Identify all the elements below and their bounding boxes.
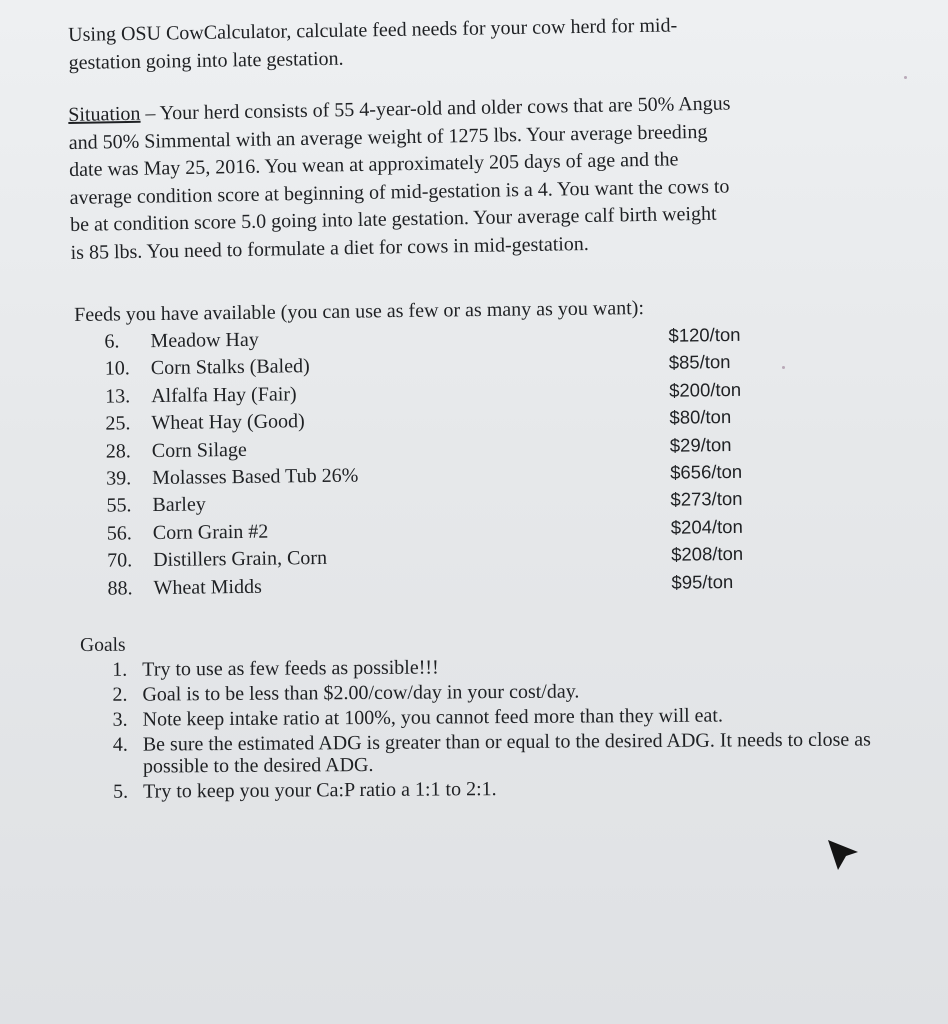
goal-number: 1.	[112, 658, 128, 681]
goal-item	[80, 653, 880, 681]
goal-item	[81, 728, 883, 778]
goal-text: Goal is to be less than $2.00/cow/day in your cost/day.	[142, 680, 580, 706]
intro-line-2: gestation going into late gestation.	[68, 47, 344, 74]
paper-speck	[904, 76, 907, 79]
goal-item	[81, 775, 881, 803]
feed-name: Wheat Midds	[153, 575, 262, 599]
goal-number: 5.	[113, 780, 129, 803]
feed-price: $95/ton	[671, 570, 734, 593]
feed-name: Molasses Based Tub 26%	[152, 464, 359, 490]
situation-line-5: be at condition score 5.0 going into late gestation. Your average calf birth weight	[69, 202, 717, 236]
arrow-cursor-icon	[820, 836, 860, 872]
feed-list	[74, 320, 797, 603]
situation-line-2: and 50% Simmental with an average weight of 1275 lbs. Your average breeding	[68, 120, 708, 154]
goal-number: 3.	[112, 708, 128, 731]
feed-price: $273/ton	[670, 488, 743, 511]
feed-number: 25.	[105, 412, 131, 435]
goal-item	[80, 678, 880, 706]
goal-number: 4.	[112, 733, 128, 756]
feed-number: 39.	[106, 467, 132, 490]
intro-paragraph	[68, 9, 889, 77]
feed-price: $656/ton	[669, 460, 743, 483]
goal-text: Try to use as few feeds as possible!!!	[142, 656, 439, 681]
feed-name: Corn Grain #2	[152, 520, 269, 544]
goals-section	[80, 626, 881, 806]
feed-number: 6.	[104, 330, 120, 353]
feed-name: Corn Stalks (Baled)	[150, 355, 310, 380]
goal-number: 2.	[112, 683, 128, 706]
feed-name: Meadow Hay	[150, 328, 259, 353]
goals-title: Goals	[80, 634, 126, 656]
feed-name: Distillers Grain, Corn	[153, 547, 328, 572]
situation-line-1-text: – Your herd consists of 55 4-year-old and older cows that are 50% Angus	[140, 92, 731, 125]
feed-name: Wheat Hay (Good)	[151, 410, 305, 435]
feed-price: $200/ton	[668, 378, 742, 401]
situation-line-4: average condition score at beginning of mid-gestation is a 4. You want the cows to	[69, 174, 730, 209]
feed-number: 28.	[105, 439, 131, 463]
feed-name: Alfalfa Hay (Fair)	[151, 383, 297, 407]
feed-price: $80/ton	[669, 406, 732, 428]
feed-number: 13.	[105, 385, 131, 408]
feed-number: 10.	[104, 357, 130, 381]
paper-speck	[782, 366, 785, 369]
feeds-header: Feeds you have available (you can use as few or as many as you want):	[74, 297, 645, 326]
feed-name: Corn Silage	[151, 438, 247, 462]
feed-number: 56.	[106, 522, 132, 545]
feed-price: $29/ton	[669, 433, 732, 456]
goal-text: Note keep intake ratio at 100%, you cannot feed more than they will eat.	[142, 704, 724, 731]
feed-price: $208/ton	[670, 542, 744, 565]
situation-label: Situation	[68, 102, 141, 126]
goal-item	[81, 703, 881, 731]
feed-number: 55.	[106, 494, 132, 517]
situation-line-3: date was May 25, 2016. You wean at approximately 205 days of age and the	[68, 148, 679, 181]
situation-line-6: is 85 lbs. You need to formulate a diet for cows in mid-gestation.	[70, 232, 590, 264]
intro-line-1: Using OSU CowCalculator, calculate feed needs for your cow herd for mid-	[68, 14, 678, 46]
feeds-section	[74, 293, 798, 603]
feed-price: $85/ton	[668, 351, 731, 374]
goal-text: Try to keep you your Ca:P ratio a 1:1 to 2:1.	[143, 778, 497, 803]
feed-number: 88.	[107, 576, 133, 600]
feed-name: Barley	[152, 493, 206, 517]
goal-text: Be sure the estimated ADG is greater than or equal to the desired ADG. It needs to close as possible to the desired ADG.	[142, 728, 871, 778]
feed-price: $120/ton	[668, 323, 741, 346]
situation-paragraph	[68, 88, 891, 267]
feed-number: 70.	[107, 549, 133, 572]
feed-price: $204/ton	[670, 515, 743, 538]
